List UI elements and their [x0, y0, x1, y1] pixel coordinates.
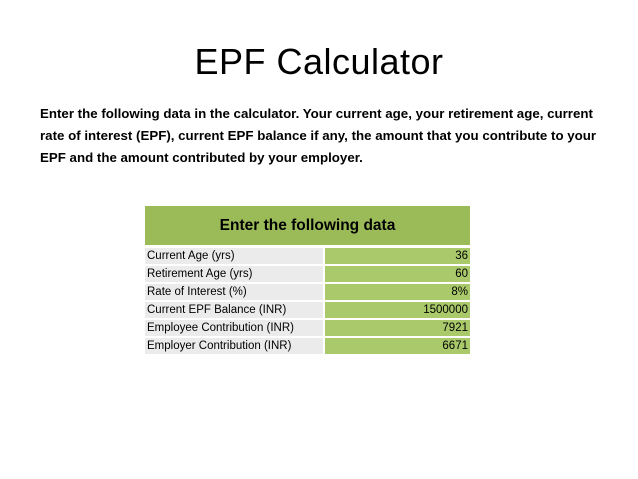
row-label: Retirement Age (yrs)	[145, 266, 323, 282]
table-row-employer-contribution	[145, 338, 470, 354]
rate-of-interest-field[interactable]: 8%	[325, 284, 470, 300]
current-age-field[interactable]: 36	[325, 248, 470, 264]
row-label: Current EPF Balance (INR)	[145, 302, 323, 318]
employee-contribution-field[interactable]: 7921	[325, 320, 470, 336]
epf-balance-field[interactable]: 1500000	[325, 302, 470, 318]
table-row-current-age	[145, 248, 470, 264]
table-header: Enter the following data	[145, 206, 470, 245]
table-row-retirement-age	[145, 266, 470, 282]
retirement-age-field[interactable]: 60	[325, 266, 470, 282]
table-row-rate-of-interest	[145, 284, 470, 300]
slide-title: EPF Calculator	[194, 41, 444, 82]
intro-text: Enter the following data in the calculator. Your current age, your retirement age, current rate of interest (EPF), current EPF balance if any, the amount that you contribute to your EPF and the amount contributed by your employer.	[40, 106, 597, 165]
row-label: Employee Contribution (INR)	[145, 320, 323, 336]
row-label: Current Age (yrs)	[145, 248, 323, 264]
data-input-table	[145, 206, 470, 356]
table-row-epf-balance	[145, 302, 470, 318]
row-label: Employer Contribution (INR)	[145, 338, 323, 354]
table-row-employee-contribution	[145, 320, 470, 336]
row-label: Rate of Interest (%)	[145, 284, 323, 300]
employer-contribution-field[interactable]: 6671	[325, 338, 470, 354]
